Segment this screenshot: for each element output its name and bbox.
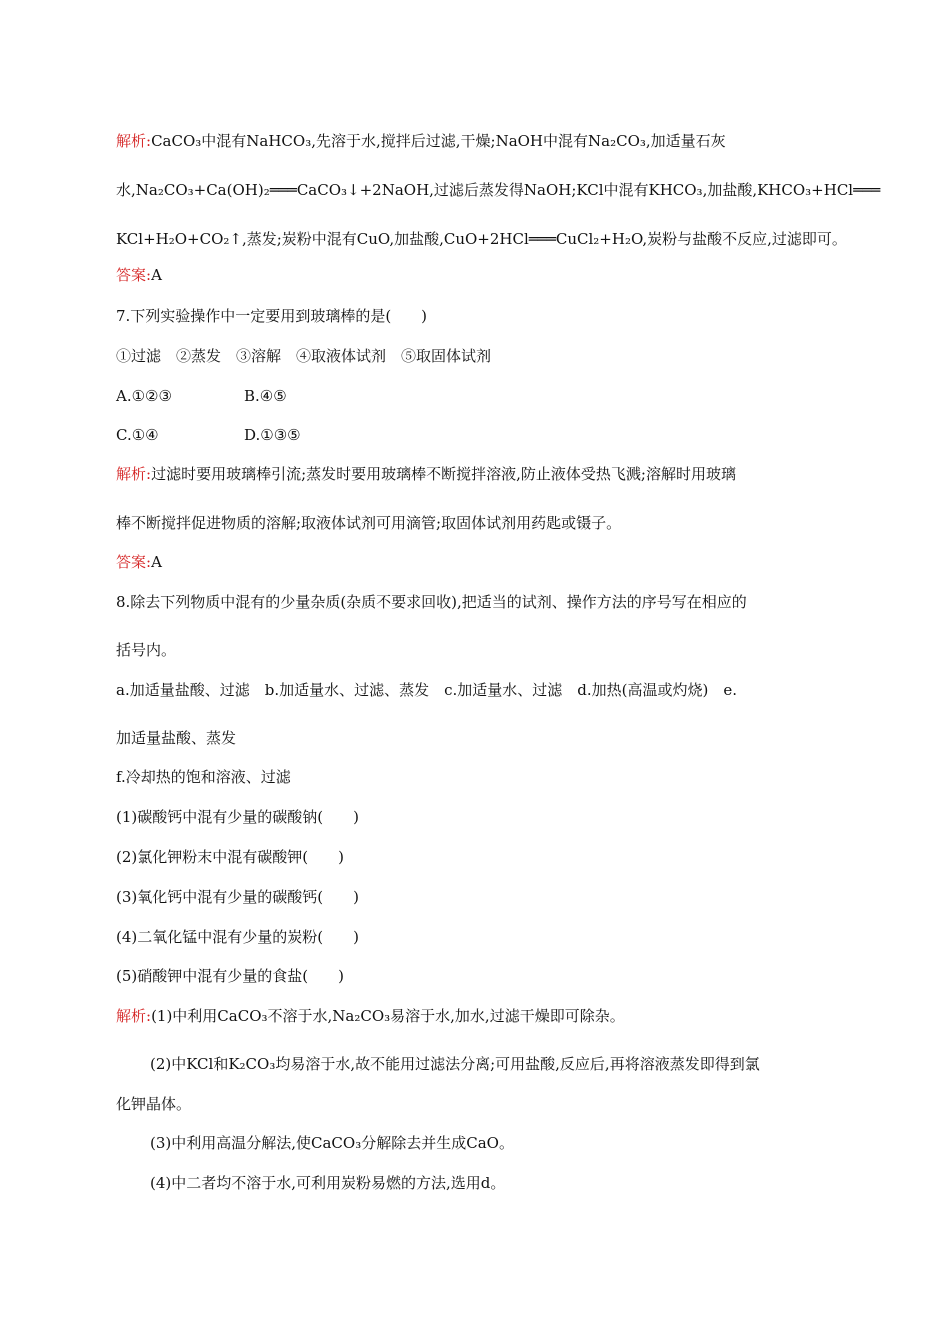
explanation-text: 过滤时要用玻璃棒引流;蒸发时要用玻璃棒不断搅拌溶液,防止液体受热飞溅;溶解时用玻璃	[151, 465, 736, 483]
question-items: ①过滤 ②蒸发 ③溶解 ④取液体试剂 ⑤取固体试剂	[116, 347, 492, 365]
sub-question: (5)硝酸钾中混有少量的食盐( )	[116, 967, 344, 985]
explanation-label: 解析:	[116, 1007, 152, 1025]
explanation-line: (4)中二者均不溶于水,可利用炭粉易燃的方法,选用d。	[150, 1174, 506, 1192]
methods-line: 加适量盐酸、蒸发	[116, 729, 237, 747]
options-row	[116, 425, 301, 445]
explanation-line: (2)中KCl和K₂CO₃均易溶于水,故不能用过滤法分离;可用盐酸,反应后,再将溶液蒸发即得到氯	[150, 1055, 760, 1073]
methods-line: f.冷却热的饱和溶液、过滤	[116, 768, 291, 786]
option-b: B.④⑤	[244, 387, 287, 405]
explanation-line: 水,Na₂CO₃+Ca(OH)₂═══CaCO₃↓+2NaOH,过滤后蒸发得NaOH;KCl中混有KHCO₃,加盐酸,KHCO₃+HCl═══	[116, 181, 881, 199]
explanation-label: 解析:	[116, 465, 152, 483]
explanation-line	[116, 464, 736, 484]
option-c: C.①④	[116, 426, 159, 444]
explanation-text: CaCO₃中混有NaHCO₃,先溶于水,搅拌后过滤,干燥;NaOH中混有Na₂CO₃,加适量石灰	[151, 132, 726, 150]
answer-line	[116, 552, 162, 572]
option-d: D.①③⑤	[244, 426, 301, 444]
sub-question: (1)碳酸钙中混有少量的碳酸钠( )	[116, 808, 359, 826]
question-stem: 7.下列实验操作中一定要用到玻璃棒的是( )	[116, 307, 428, 325]
question-stem: 括号内。	[116, 641, 177, 659]
sub-question: (4)二氧化锰中混有少量的炭粉( )	[116, 928, 359, 946]
answer-line	[116, 265, 162, 285]
explanation-line: (3)中利用高温分解法,使CaCO₃分解除去并生成CaO。	[150, 1134, 514, 1152]
explanation-line	[116, 131, 726, 151]
answer-label: 答案:	[116, 553, 152, 571]
answer-label: 答案:	[116, 266, 152, 284]
explanation-line: 化钾晶体。	[116, 1095, 192, 1113]
answer-value: A	[151, 553, 162, 571]
methods-line: a.加适量盐酸、过滤 b.加适量水、过滤、蒸发 c.加适量水、过滤 d.加热(高温或灼烧) e.	[116, 681, 737, 699]
explanation-line	[116, 1006, 625, 1026]
explanation-text: (1)中利用CaCO₃不溶于水,Na₂CO₃易溶于水,加水,过滤干燥即可除杂。	[151, 1007, 625, 1025]
options-row	[116, 386, 287, 406]
answer-value: A	[151, 266, 162, 284]
sub-question: (2)氯化钾粉末中混有碳酸钾( )	[116, 848, 344, 866]
explanation-line: KCl+H₂O+CO₂↑,蒸发;炭粉中混有CuO,加盐酸,CuO+2HCl═══CuCl₂+H₂O,炭粉与盐酸不反应,过滤即可。	[116, 230, 847, 248]
option-a: A.①②③	[116, 387, 172, 405]
sub-question: (3)氧化钙中混有少量的碳酸钙( )	[116, 888, 359, 906]
explanation-label: 解析:	[116, 132, 152, 150]
explanation-line: 棒不断搅拌促进物质的溶解;取液体试剂可用滴管;取固体试剂用药匙或镊子。	[116, 514, 622, 532]
question-stem: 8.除去下列物质中混有的少量杂质(杂质不要求回收),把适当的试剂、操作方法的序号写在相应的	[116, 593, 747, 611]
